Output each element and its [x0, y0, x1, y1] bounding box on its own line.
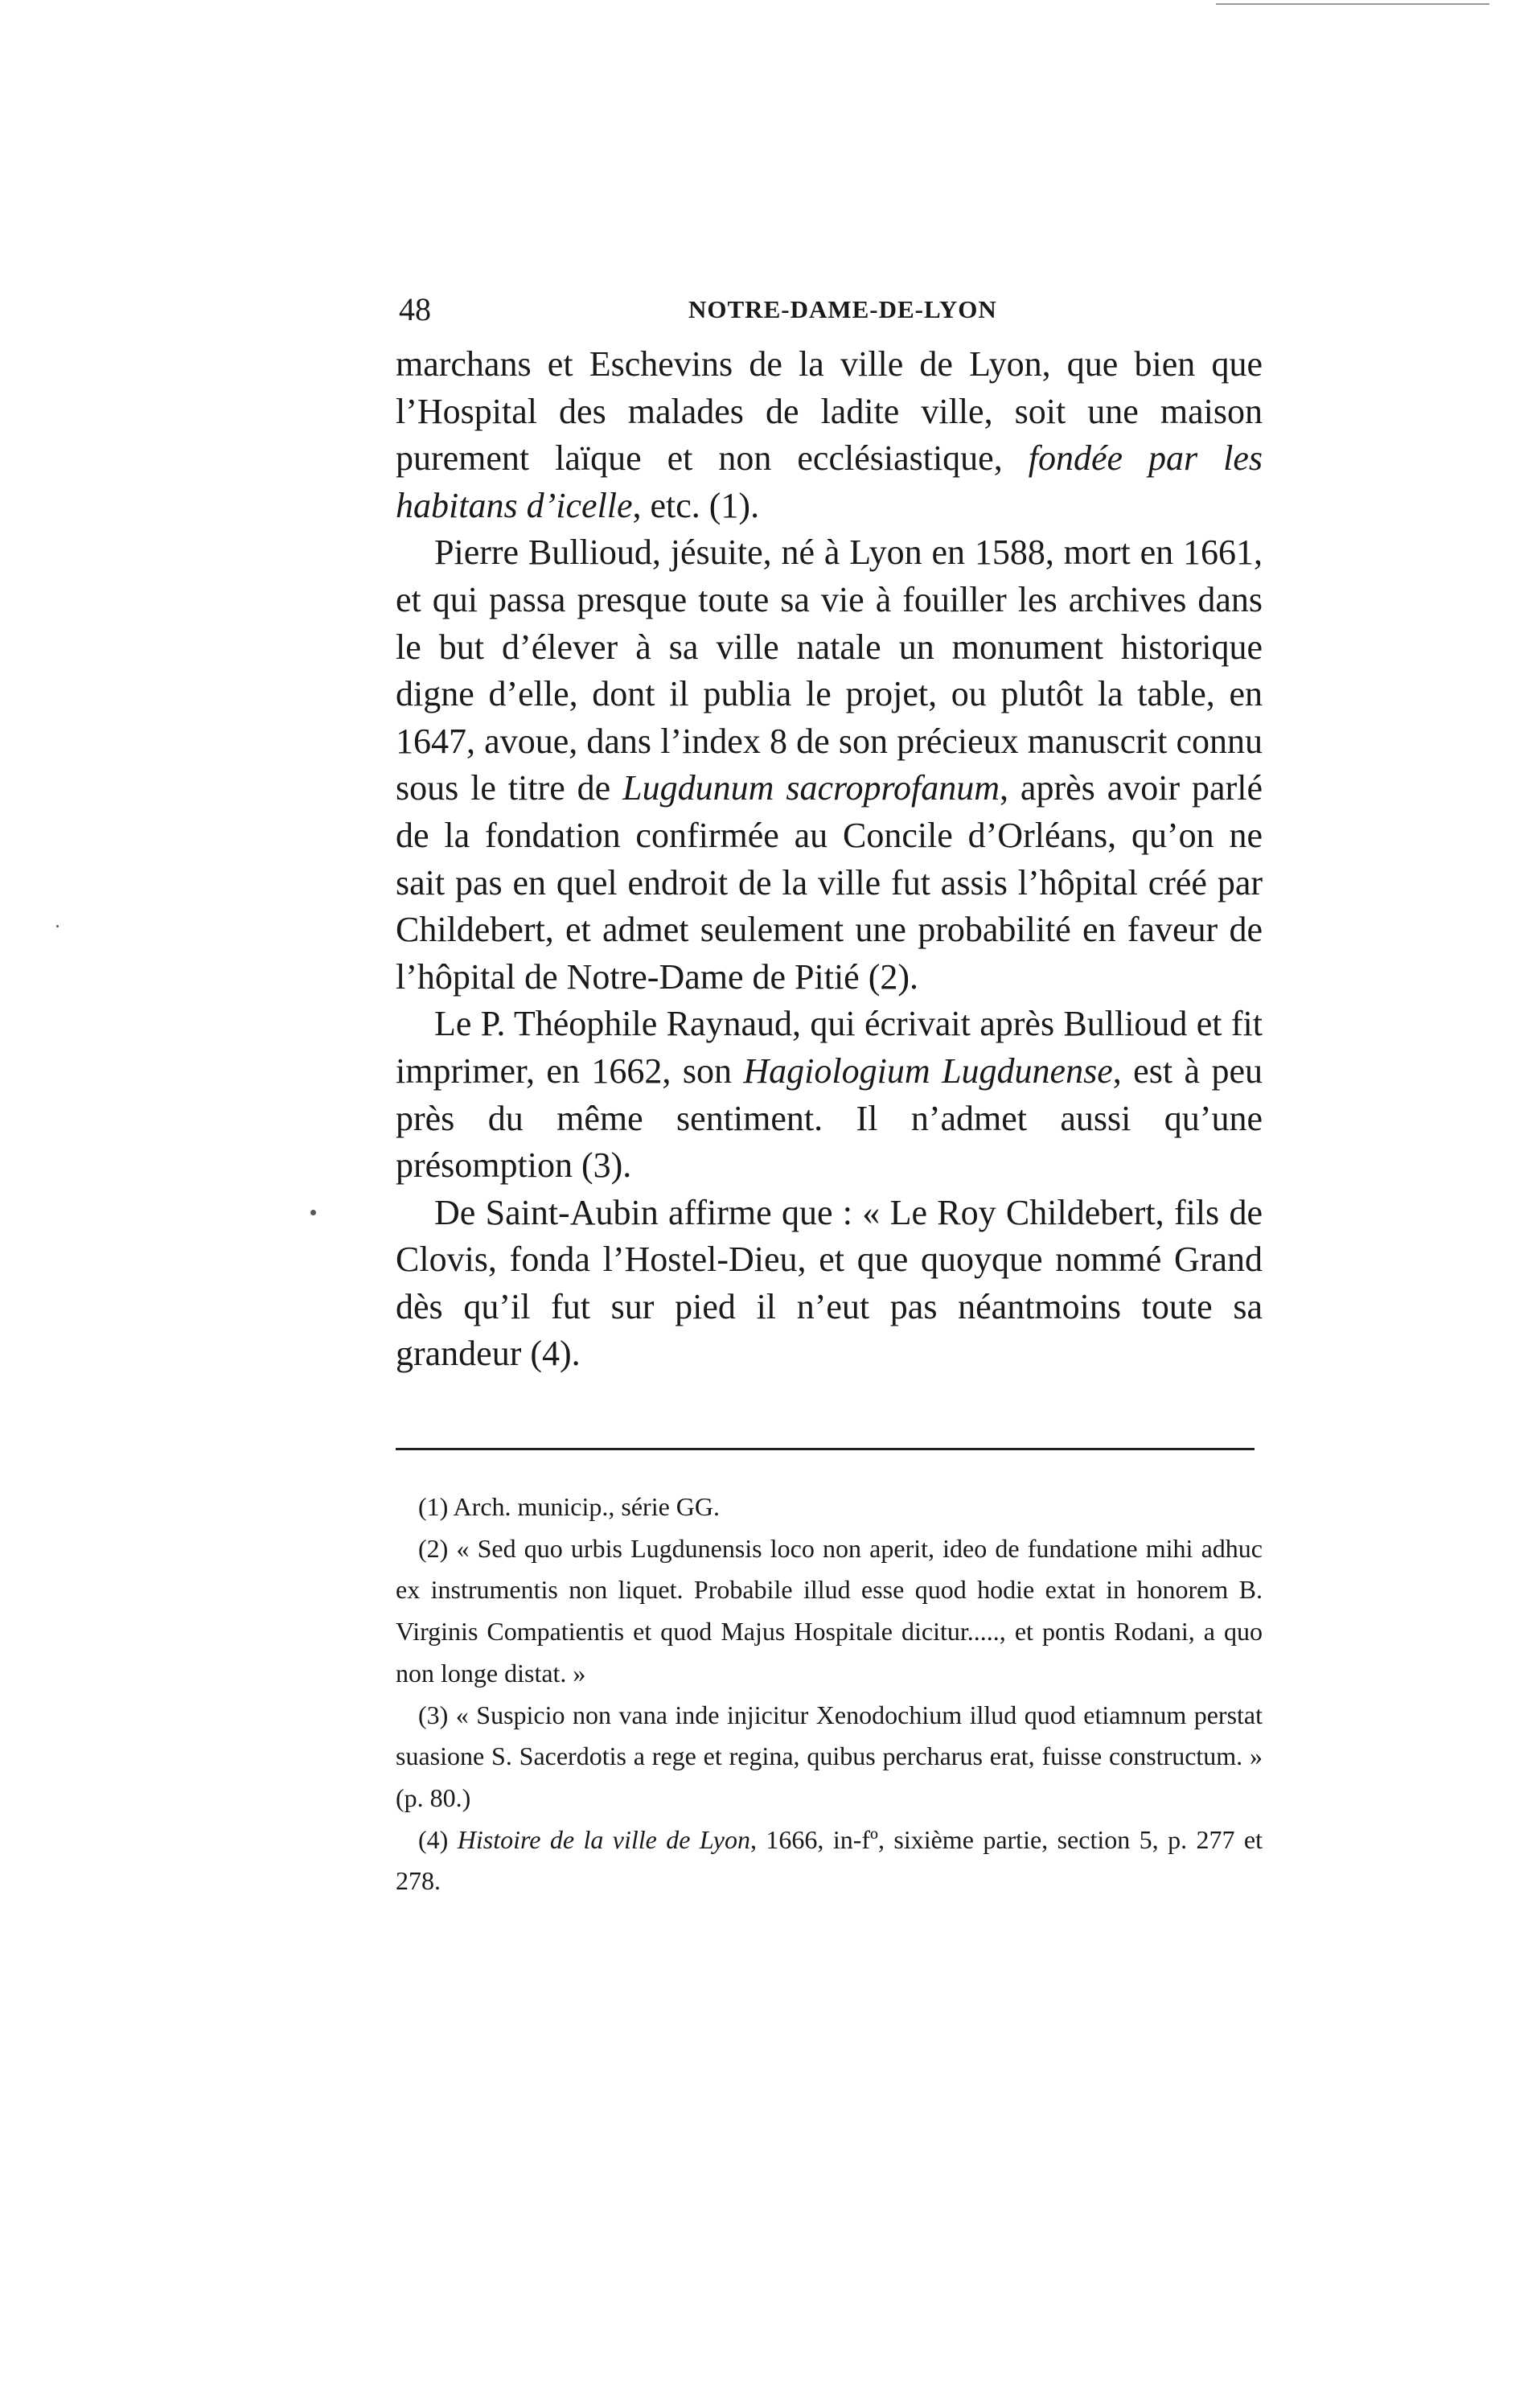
main-text [396, 341, 1263, 1378]
footnote-1: (1) Arch. municip., série GG. [418, 1492, 721, 1521]
top-edge-mark [1216, 3, 1489, 5]
page-header [399, 290, 1267, 330]
paragraph-4 [396, 1190, 1263, 1378]
paragraph-1-text-end: , etc. (1). [632, 485, 760, 525]
paragraph-1-italic: fondée par les habitans d’icelle [396, 438, 1263, 525]
paragraph-3 [396, 1001, 1263, 1189]
footnote-separator [396, 1448, 1255, 1450]
page-speck [56, 925, 59, 927]
footnotes [396, 1486, 1263, 1902]
page-number: 48 [399, 291, 431, 327]
paragraph-1-text: marchans et Eschevins de la ville de Lyon, que bien que l’Hospital des malades de ladite ville, soit une maison purement laïque et non ecclésiastique, [396, 344, 1263, 479]
footnote-3: (3) « Suspicio non vana inde injicitur Xenodochium illud quod etiamnum perstat suasione S. Sacerdotis a rege et regina, quibus percharus erat, fuisse constructum. » (p. 80.) [396, 1700, 1263, 1812]
footnote-4-text: , 1666, in-fº, sixième partie, section 5, p. 277 et 278. [396, 1824, 1263, 1896]
paragraph-2-text: Pierre Bullioud, jésuite, né à Lyon en 1588, mort en 1661, et qui passa presque toute sa vie à fouiller les archives dans le but d’élever à sa ville natale un monument historique digne d’elle, dont il publia le projet, ou plutôt la table, en 1647, avoue, dans l’index 8 de son précieux manuscrit connu sous le titre de [396, 532, 1263, 808]
paragraph-1 [396, 341, 1263, 529]
paragraph-3-text-end: , est à peu près du même sentiment. Il n’admet aussi qu’une présomption (3). [396, 1050, 1263, 1186]
paragraph-2-text-end: , après avoir parlé de la fondation confirmée au Concile d’Orléans, qu’on ne sait pas en quel endroit de la ville fut assis l’hôpital créé par Childebert, et admet seulement une probabilité en faveur de l’hôpital de Notre-Dame de Pitié (2). [396, 768, 1263, 997]
paragraph-4-text: De Saint-Aubin affirme que : « Le Roy Childebert, fils de Clovis, fonda l’Hostel-Dieu, et que quoyque nommé Grand dès qu’il fut sur pied il n’eut pas néantmoins toute sa grandeur (4). [396, 1192, 1263, 1374]
paragraph-2-italic: Lugdunum sacroprofanum [622, 768, 1000, 808]
footnote-4-italic: Histoire de la ville de Lyon [457, 1824, 750, 1854]
footnote-2: (2) « Sed quo urbis Lugdunensis loco non aperit, ideo de fundatione mihi adhuc ex instrumentis non liquet. Probabile illud esse quod hodie extat in honorem B. Virginis Compatientis et quod Majus Hospitale dicitur....., et pontis Rodani, a quo non longe distat. » [396, 1533, 1263, 1688]
footnote-4-number: (4) [418, 1824, 458, 1854]
running-title: NOTRE-DAME-DE-LYON [688, 295, 997, 323]
paragraph-3-italic: Hagiologium Lugdunense [743, 1050, 1113, 1091]
footnote-4 [396, 1819, 1263, 1902]
page-speck [310, 1210, 316, 1215]
paragraph-2 [396, 529, 1263, 1001]
paragraph-3-text: Le P. Théophile Raynaud, qui écrivait après Bullioud et fit imprimer, en 1662, son [396, 1004, 1263, 1091]
